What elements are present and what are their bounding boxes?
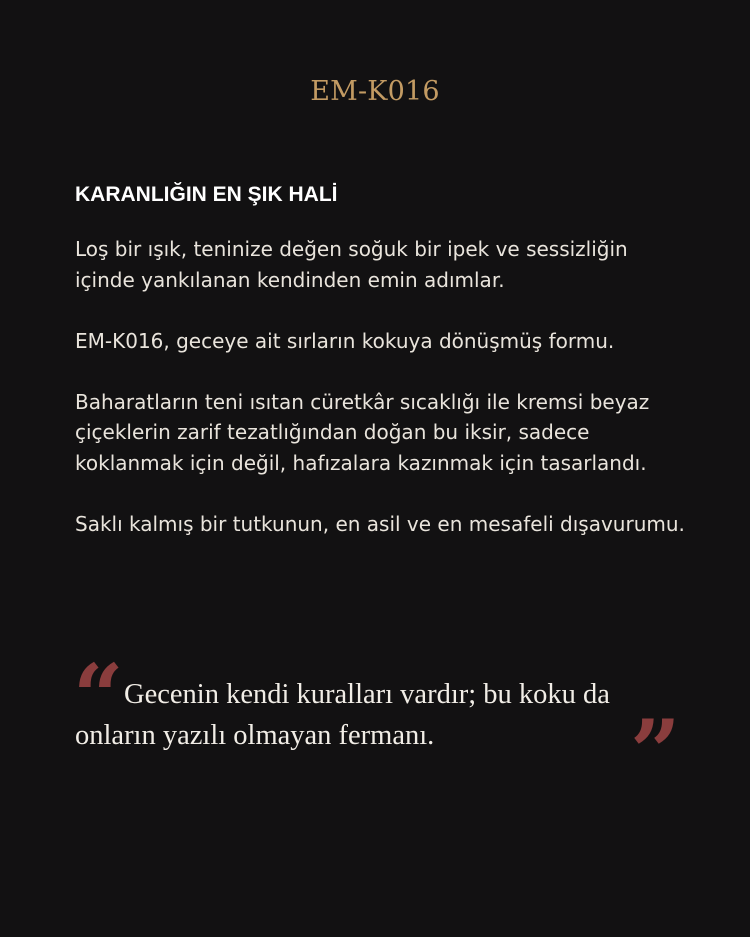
paragraph-intro: Loş bir ışık, teninize değen soğuk bir ipek ve sessizliğin içinde yankılanan kendinden emin adımlar.: [75, 237, 628, 292]
close-quote-icon: ”: [630, 700, 681, 804]
paragraph-closing: Saklı kalmış bir tutkunun, en asil ve en mesafeli dışavurumu.: [75, 512, 685, 537]
paragraph-form: EM-K016, geceye ait sırların kokuya dönüşmüş formu.: [75, 328, 615, 353]
pull-quote: [73, 644, 685, 804]
description-body: [75, 183, 685, 570]
open-quote-icon: “: [73, 644, 124, 748]
page-title: EM-K016: [310, 76, 440, 107]
quote-text: Gecenin kendi kuralları vardır; bu koku da onların yazılı olmayan fermanı.: [75, 679, 610, 751]
paragraph-notes: Baharatların teni ısıtan cüretkâr sıcaklığı ile kremsi beyaz çiçeklerin zarif tezatlığından doğan bu iksir, sadece koklanmak için değil, hafızalara kazınmak için tasarlandı.: [75, 389, 650, 475]
section-heading: KARANLIĞIN EN ŞIK HALİ: [75, 183, 338, 206]
